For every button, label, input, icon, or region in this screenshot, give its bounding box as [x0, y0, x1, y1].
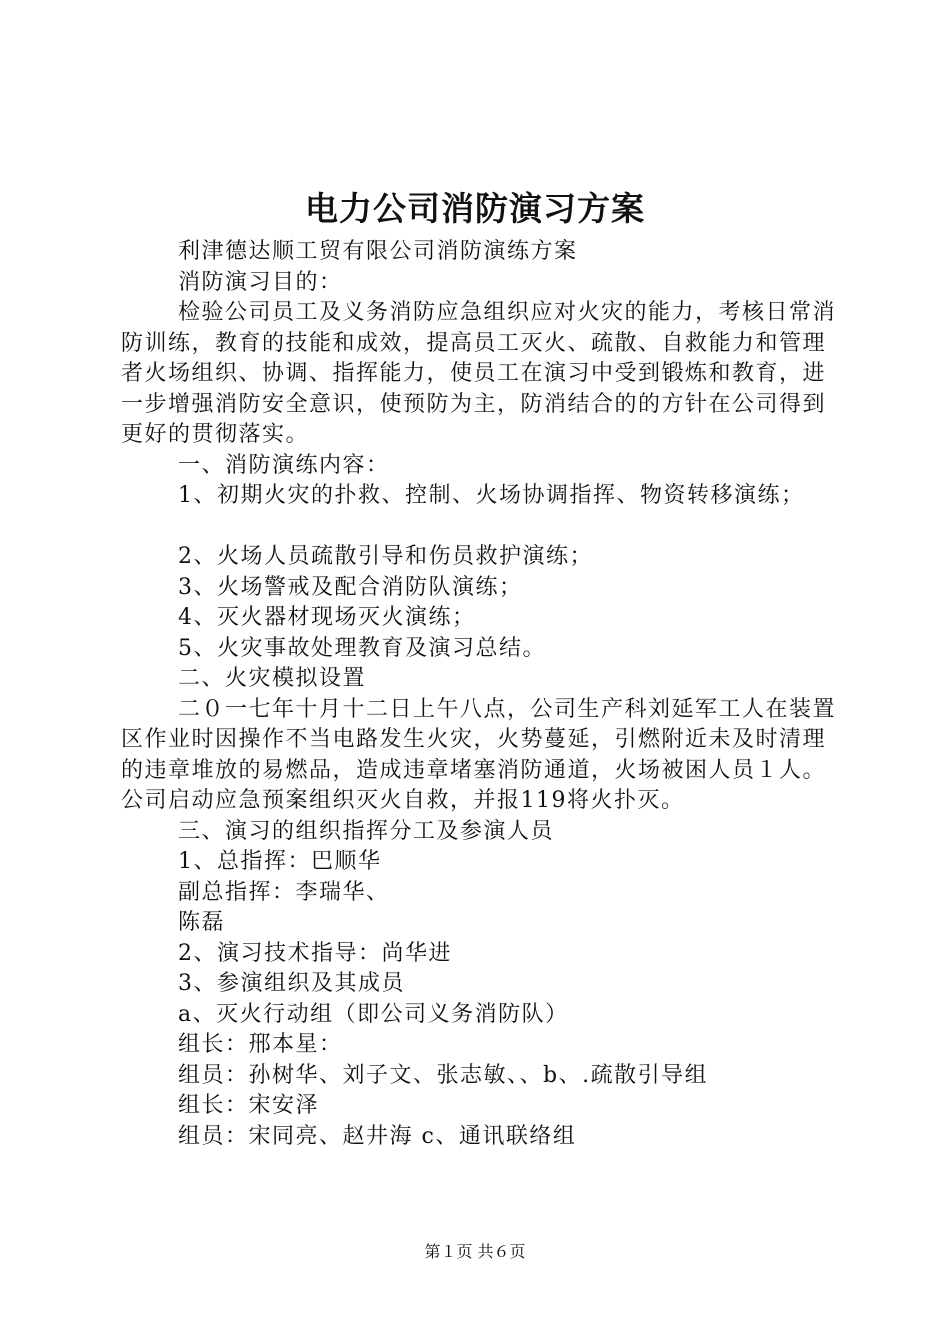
section3-line-9: 组长：宋安泽 — [178, 1093, 320, 1118]
section1-item-3: 3、火场警戒及配合消防队演练； — [178, 574, 523, 600]
subtitle: 利津德达顺工贸有限公司消防演练方案 — [178, 239, 578, 264]
section2-paragraph: 二０一七年十月十二日上午八点，公司生产科刘延军工人在装置区作业时因操作不当电路发生火灾，火势蔓延，引燃附近未及时清理的违章堆放的易燃品，造成违章堵塞消防通道，火场被困人员１人。公司启动应急预案组织灭火自救，并报119将火扑灭。 — [121, 696, 837, 813]
section3-line-3: 陈磊 — [178, 910, 226, 935]
page-footer: 第１页 共６页 — [424, 1242, 526, 1261]
section1-item-5: 5、火灾事故处理教育及演习总结。 — [178, 635, 546, 661]
document-body — [121, 237, 841, 1152]
section3-line-1: 1、总指挥：巴顺华 — [178, 849, 382, 874]
purpose-heading: 消防演习目的： — [178, 269, 343, 295]
section1-item-1: 1、初期火灾的扑救、控制、火场协调指挥、物资转移演练； — [178, 483, 805, 508]
section3-line-6: a、灭火行动组（即公司义务消防队） — [178, 1001, 569, 1027]
section3-line-2: 副总指挥：李瑞华、 — [178, 879, 390, 905]
section3-heading: 三、演习的组织指挥分工及参演人员 — [178, 818, 555, 844]
section3-line-10: 组员：宋同亮、赵井海 c、通讯联络组 — [178, 1123, 577, 1149]
section1-item-2: 2、火场人员疏散引导和伤员救护演练； — [178, 544, 593, 569]
section1-heading: 一、消防演练内容： — [178, 452, 390, 478]
page-title: 电力公司消防演习方案 — [305, 189, 645, 228]
section2-heading: 二、火灾模拟设置 — [178, 666, 367, 691]
section3-line-5: 3、参演组织及其成员 — [178, 971, 405, 996]
section3-line-8: 组员：孙树华、刘子文、张志敏、、b、.疏散引导组 — [178, 1062, 709, 1088]
section3-line-7: 组长：郉本星： — [178, 1032, 343, 1057]
purpose-paragraph: 检验公司员工及义务消防应急组织应对火灾的能力，考核日常消防训练，教育的技能和成效，提高员工灭火、疏散、自救能力和管理者火场组织、协调、指挥能力，使员工在演习中受到锻炼和教育，进一步增强消防安全意识，使预防为主，防消结合的的方针在公司得到更好的贯彻落实。 — [121, 300, 837, 447]
section1-item-4: 4、灭火器材现场灭火演练； — [178, 605, 476, 630]
section3-line-4: 2、演习技术指导：尚华进 — [178, 940, 452, 966]
blank-line — [121, 512, 841, 543]
